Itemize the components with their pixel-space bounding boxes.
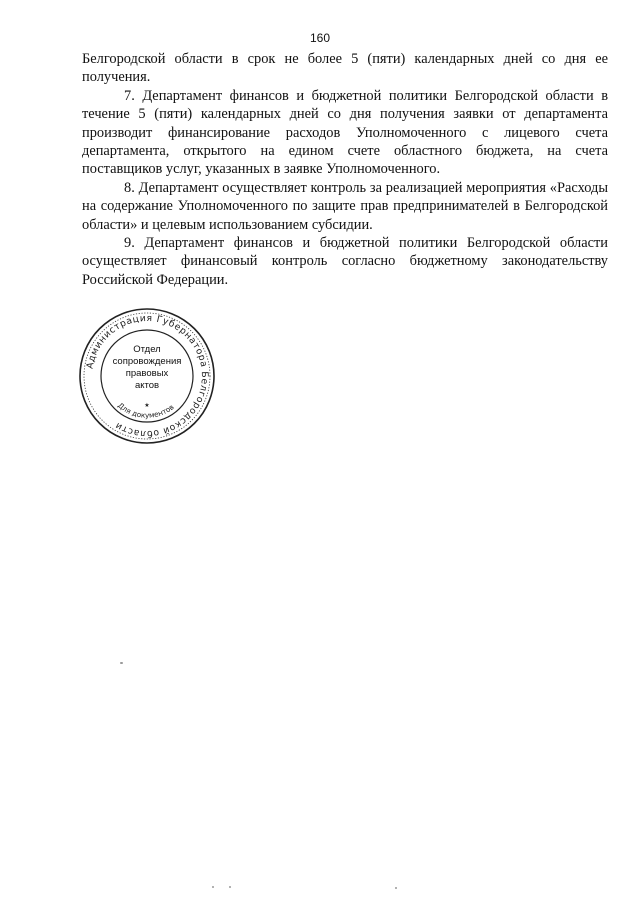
scan-speck: [229, 886, 231, 888]
stamp-star-icon: ★: [144, 402, 150, 409]
scan-speck: [212, 886, 214, 888]
stamp-line-4: актов: [134, 380, 160, 391]
stamp-line-2: сопровождения: [112, 356, 182, 367]
stamp-bottom-text: Для документов: [116, 400, 176, 420]
scan-speck: [395, 887, 397, 889]
official-stamp: [77, 306, 217, 446]
page-number: 160: [309, 31, 331, 45]
stamp-line-1: Отдел: [133, 344, 161, 355]
paragraph-7: 7. Департамент финансов и бюджетной политики Белгородской области в течение 5 (пяти) календарных дней со дня получения заявки от департамента производит финансирование расходов Уполномоченного с лицевого счета департамента, открытого на едином счете областного бюджета, на счета поставщиков услуг, указанных в заявке Уполномоченного.: [82, 87, 608, 178]
stamp-line-3: правовых: [125, 368, 169, 379]
paragraph-8: 8. Департамент осуществляет контроль за реализацией мероприятия «Расходы на содержание Уполномоченного по защите прав предпринимателей в Белгородской области» и целевым использованием субсидии.: [82, 179, 608, 233]
stamp-seal-graphic: [77, 306, 217, 446]
paragraph-9: 9. Департамент финансов и бюджетной политики Белгородской области осуществляет финансовый контроль согласно бюджетному законодательству Российской Федерации.: [82, 235, 608, 288]
paragraph-continuation: Белгородской области в срок не более 5 (пяти) календарных дней со дня ее получения.: [82, 51, 608, 86]
document-body: [82, 50, 608, 289]
scan-speck: [120, 662, 123, 664]
stamp-ring-text: Администрация Губернатора Белгородской области: [84, 312, 211, 440]
